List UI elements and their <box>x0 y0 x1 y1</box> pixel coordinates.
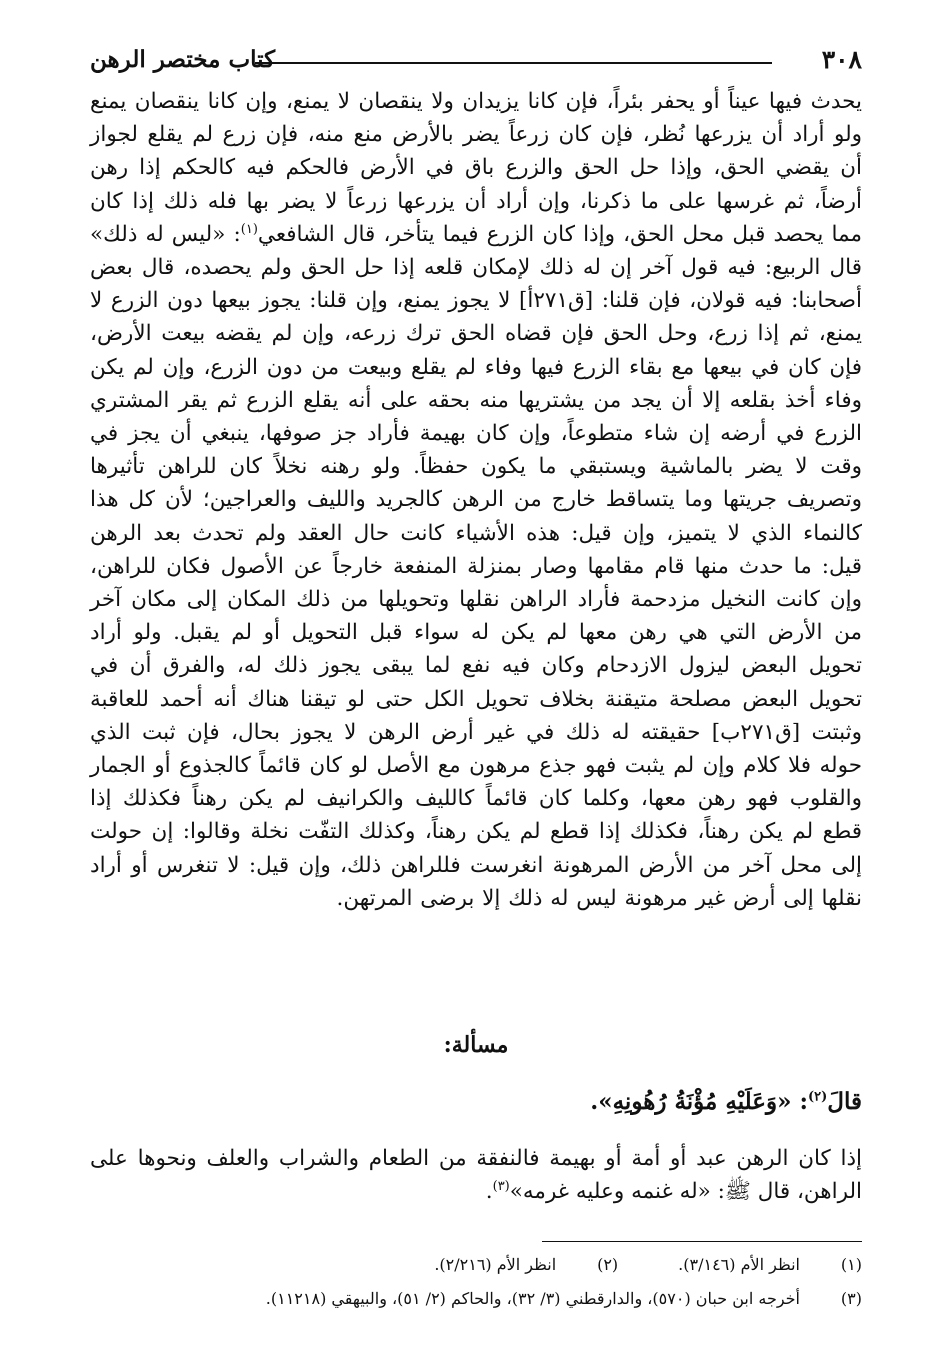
footnote-ref-1: (١) <box>240 221 258 237</box>
footnote-number: (٣) <box>840 1289 862 1308</box>
footnote-text: انظر الأم (٢/٢١٦). <box>434 1255 557 1274</box>
page-header <box>90 38 862 82</box>
footnote-number: (٢) <box>597 1255 619 1274</box>
footnote-text: انظر الأم (٣/١٤٦). <box>678 1255 800 1274</box>
ruling-paragraph <box>90 1142 862 1208</box>
footnote-text: أخرجه ابن حبان (٥٧٠)، والدارقطني (٣/ ٣٢)، والحاكم (٢/ ٥١)، والبيهقي (١١٢١٨). <box>265 1289 800 1308</box>
footnote-number: (١) <box>840 1255 862 1274</box>
header-rule <box>255 62 772 64</box>
ruling-end: . <box>485 1179 493 1205</box>
section-heading: مسألة: <box>443 1032 509 1058</box>
footnote-ref-2: (٢) <box>807 1089 828 1105</box>
page-number: ٣٠٨ <box>821 45 862 74</box>
running-title: كتاب مختصر الرهن <box>90 46 276 73</box>
paragraph-1 <box>90 85 862 915</box>
paragraph-1-continued: : «ليس له ذلك» قال الربيع: فيه قول آخر إن له ذلك لإمكان قلعه إذا حل الحق ولم يحصده، قال بعض أصحابنا: فيه قولان، فإن قلنا: [ق٢٧١أ] لا يجوز يمنع، وإن قلنا: يجوز بيعها دون الزرع لا يمنع، ثم إذا زرع، وحل الحق فإن قضاه الحق ترك زرعه، وإن لم يقضه بيعت الأرض، فإن كان في بيعها مع بقاء الزرع فيها وفاء لم يقلع وبيعت من دون الزرع، وإن لم يكن وفاء أخذ بقلعه إلا أن يجد من يشتريها منه بحقه على أنه يقلع الزرع ثم يقر المشتري الزرع في أرضه إن شاء متطوعاً، وإن كان بهيمة فأراد جز صوفها، ينبغي أن يجز في وقت لا يضر بالماشية ويستبقي ما يكون حفظاً. ولو رهنه نخلاً كان للراهن تأثيرها وتصريف جريتها وما يتساقط خارج من الرهن كالجريد والليف والعراجين؛ لأن كل هذا كالنماء الذي لا يتميز، وإن قيل: هذه الأشياء كانت حال العقد ولم تحدث بعد الرهن قيل: ما حدث منها قام مقامها وصار بمنزلة المنفعة خارجاً عن الأصول فكان للراهن، وإن كانت النخيل مزدحمة فأراد الراهن نقلها وتحويلها من ذلك المكان إلى مكان آخر من الأرض التي هي رهن معها لم يكن له سواء قبل التحويل أو لم يقبل. ولو أراد تحويل البعض ليزول الازدحام وكان فيه نفع لما يبقى يجوز ذلك له، والفرق أن في تحويل البعض مصلحة متيقنة بخلاف تحويل الكل حتى لو تيقنا هناك أنه أحمد للعاقبة وثبتت [ق٢٧١ب] حقيقته له ذلك في غير أرض الرهن لا يجوز بحال، فإن ثبت الذي حوله فلا كلام وإن لم يثبت فهو جذع مرهون مع الأصل لو كان قائماً كالجذوع أو الجمار والقلوب فهو رهن معها، وكلما كان قائماً كالليف والكرانيف لم يكن رهناً فكذلك إذا قطع لم يكن رهناً، فكذلك إذا قطع لم يكن رهناً، وكذلك التفّت نخلة وقالوا: إن حولت إلى محل آخر من الأرض المرهونة انغرست فللراهن ذلك، وإن قيل: لا تنغرس أو أراد نقلها إلى أرض غير مرهونة ليس له ذلك إلا برضى المرتهن. <box>90 221 863 911</box>
footnotes <box>90 1248 862 1316</box>
paragraph-1-text: يحدث فيها عيناً أو يحفر بئراً، فإن كانا يزيدان ولا ينقصان لا يمنع، وإن كانا ينقصان يمنع ولو أراد أن يزرعها نُظر، فإن كان زرعاً يضر بالأرض منع منه، فإن زرع لم يقلع لجواز أن يقضي الحق، وإذا حل الحق والزرع باق في الأرض فالحكم فيه كالحكم إذا رهن أرضاً، ثم غرسها على ما ذكرنا، وإن أراد أن يزرعها زرعاً لا يضر بها فله ذلك إذا كان مما يحصد قبل محل الحق، وإذا كان الزرع فيما يتأخر، قال الشافعي <box>90 89 862 247</box>
footnote-separator <box>542 1241 862 1242</box>
main-text <box>90 85 862 915</box>
qal-word: قالَ <box>827 1088 862 1115</box>
ruling-text: إذا كان الرهن عبد أو أمة أو بهيمة فالنفقة من الطعام والشراب والعلف ونحوها على الراهن، قال ﷺ: «له غنمه وعليه غرمه» <box>90 1146 862 1205</box>
quote-text: : «وَعَلَيْهِ مُؤْنَةُ رُهُونِهِ». <box>590 1088 808 1115</box>
quoted-text-line <box>90 1088 862 1115</box>
footnote-row <box>90 1282 862 1316</box>
footnote-row <box>90 1248 862 1282</box>
footnote-ref-3: (٣) <box>492 1179 510 1195</box>
